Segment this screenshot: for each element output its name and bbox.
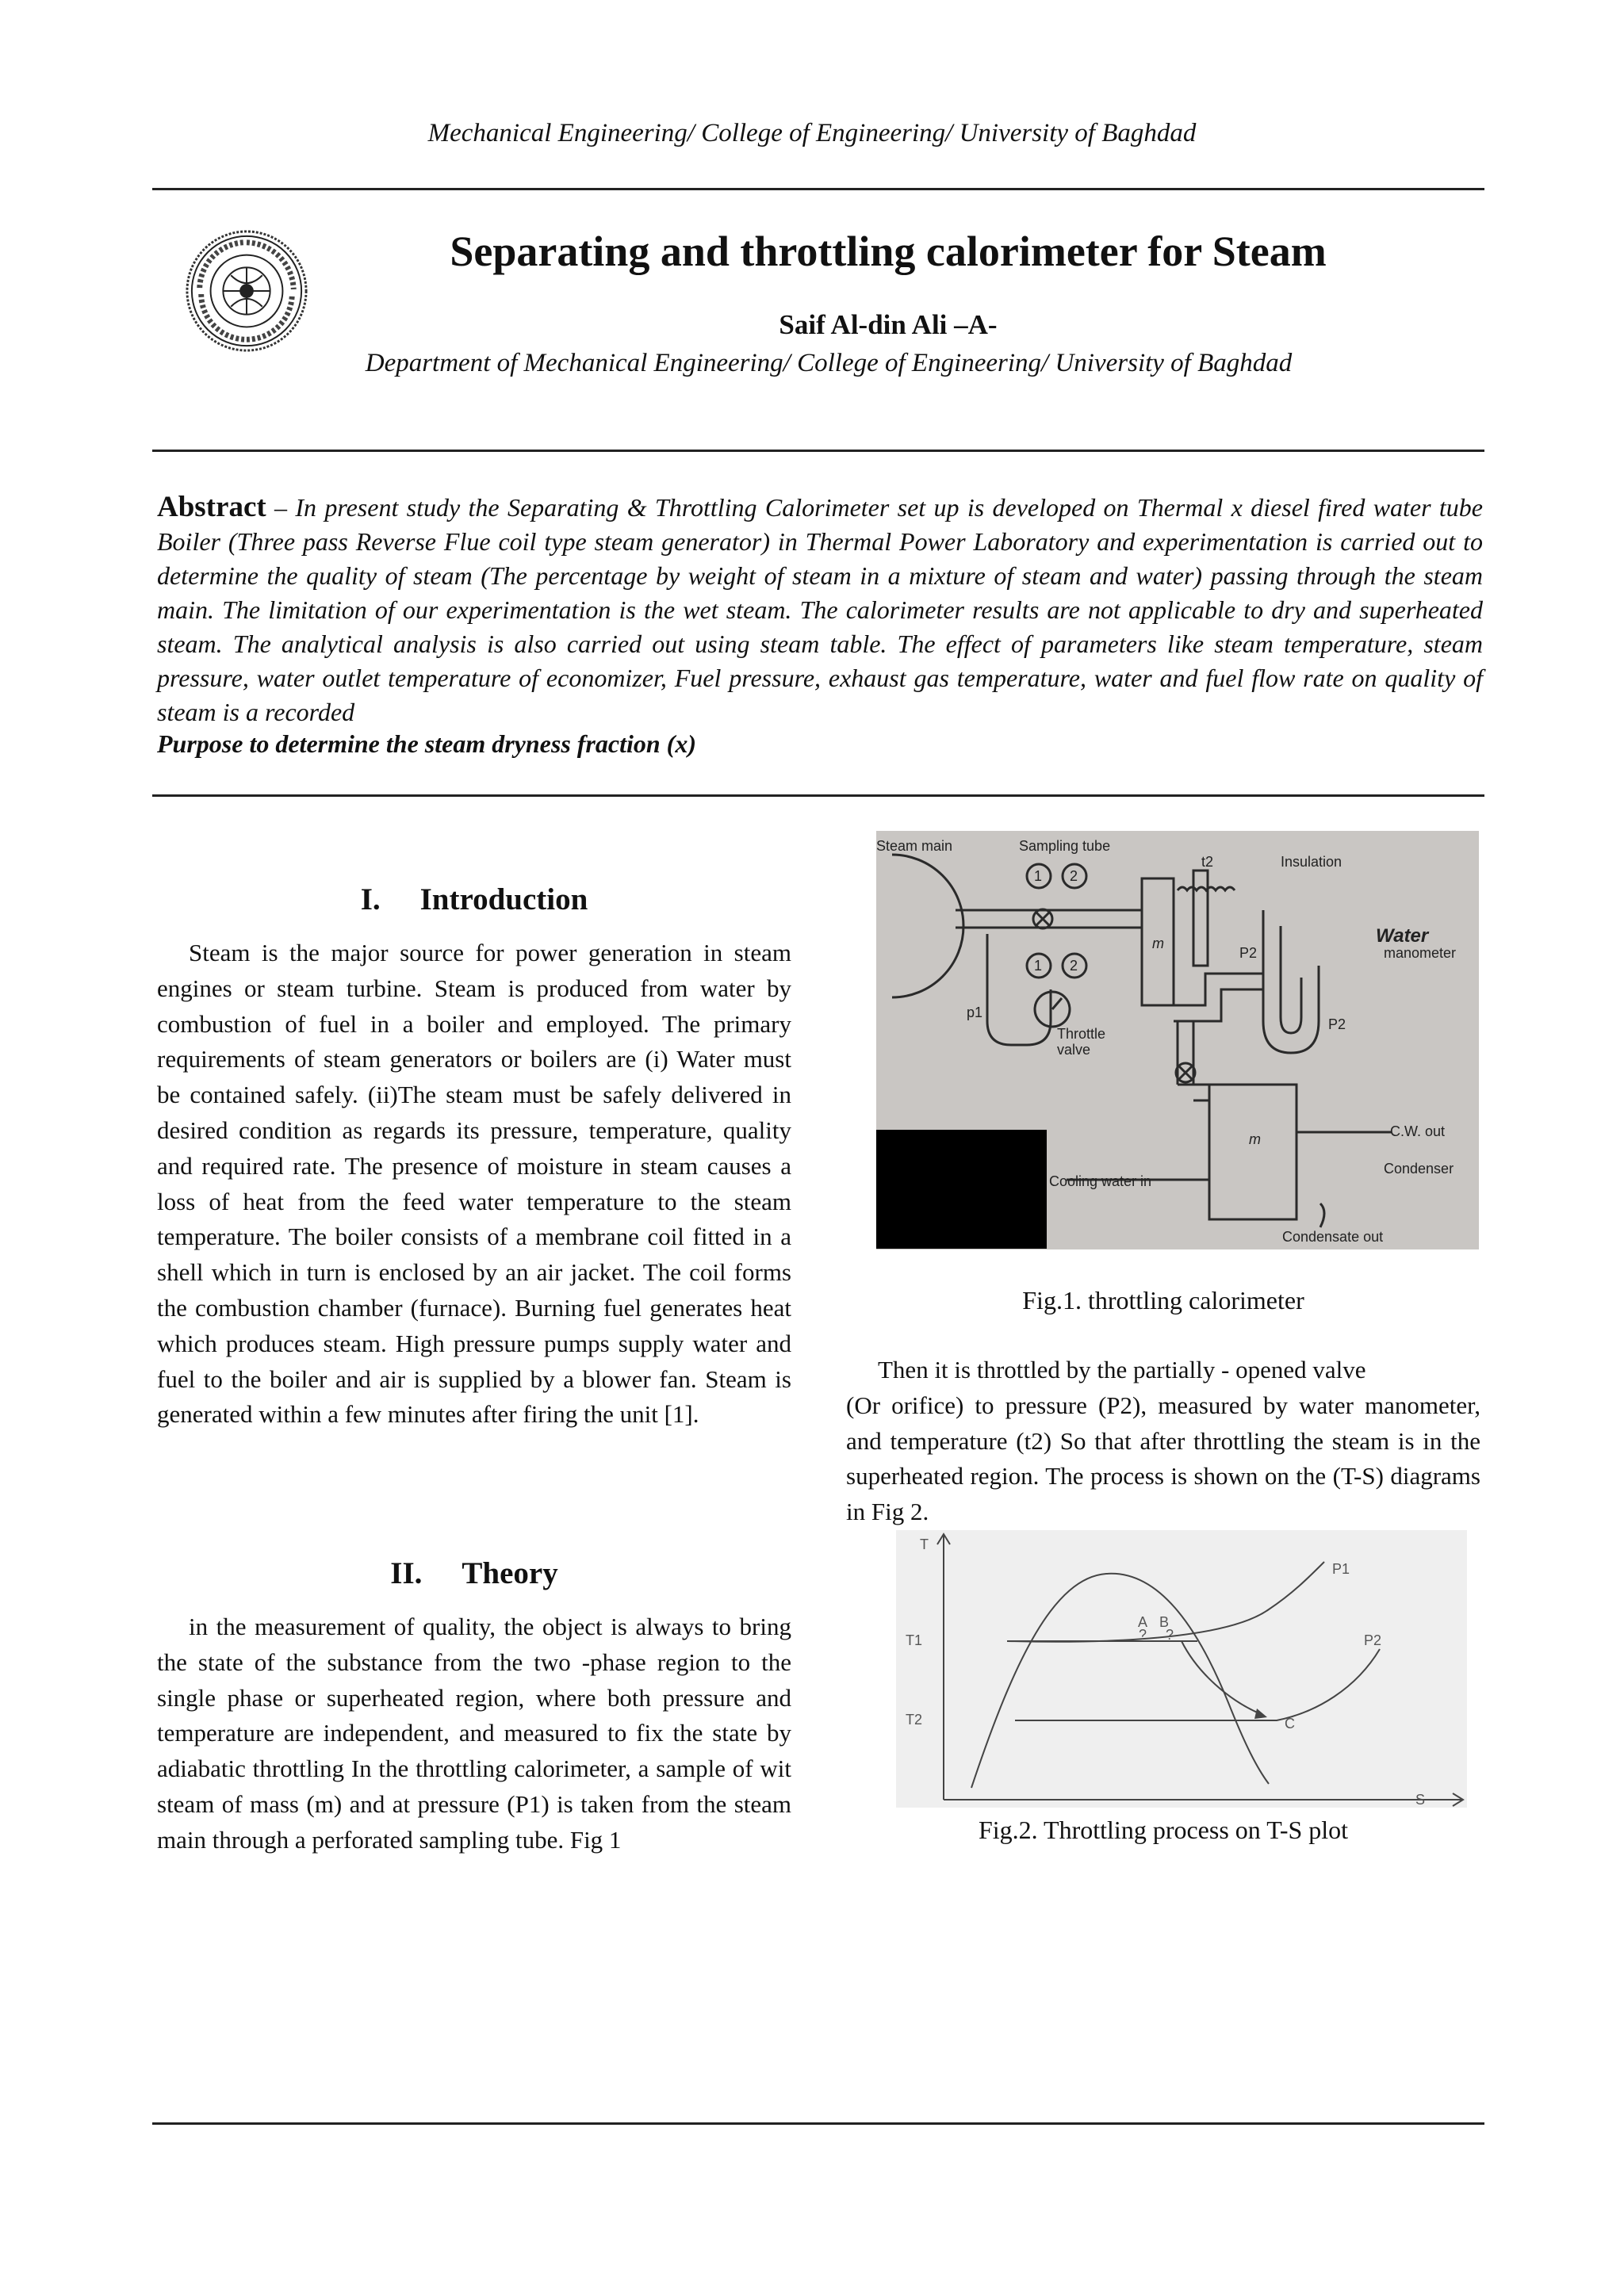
label-cooling-water-in: Cooling water in xyxy=(1049,1173,1152,1189)
theory-paragraph: in the measurement of quality, the object is always to bring the state of the substance from the two -phase region to the single phase or superheated region, where both pressure and temperature are independent, and measured to fix the state by adiabatic throttling In the throttling calorimeter, a sample of wit steam of mass (m) and at pressure (P1) is taken from the steam main through a perforated sampling tube. Fig 1 xyxy=(157,1613,791,1854)
label-manometer: manometer xyxy=(1384,945,1457,961)
figure-1-calorimeter-diagram xyxy=(876,831,1479,1249)
ts-label-t1: T1 xyxy=(906,1632,923,1648)
ts-label-s-axis: S xyxy=(1415,1792,1426,1808)
section-title: Introduction xyxy=(419,882,588,916)
section-heading-theory xyxy=(157,1556,791,1591)
ts-label-q1: ? xyxy=(1139,1627,1147,1643)
figure-1-caption: Fig.1. throttling calorimeter xyxy=(1022,1286,1304,1314)
label-p2-upper: P2 xyxy=(1239,945,1258,961)
ts-label-b: B xyxy=(1159,1614,1170,1630)
throttling-paragraph xyxy=(846,1353,1480,1530)
section-title: Theory xyxy=(462,1556,558,1590)
abstract xyxy=(157,490,1483,729)
ts-label-p2: P2 xyxy=(1364,1632,1382,1648)
figure-2-ts-diagram xyxy=(896,1530,1467,1808)
abstract-rule xyxy=(152,794,1484,797)
label-m-upper: m xyxy=(1152,936,1164,951)
paper-title: Separating and throttling calorimeter for Steam xyxy=(450,228,1327,275)
header-rule xyxy=(152,188,1484,190)
figure-2-caption: Fig.2. Throttling process on T-S plot xyxy=(978,1816,1349,1844)
author-name: Saif Al-din Ali –A- xyxy=(779,309,998,340)
label-p1: p1 xyxy=(967,1004,983,1020)
label-m-lower: m xyxy=(1249,1131,1261,1147)
title-rule xyxy=(152,450,1484,452)
label-t2: t2 xyxy=(1201,854,1214,870)
redacted-block xyxy=(876,1130,1047,1249)
section-number: I. xyxy=(360,882,381,916)
label-insulation: Insulation xyxy=(1281,854,1342,870)
label-steam-main: Steam main xyxy=(876,838,953,854)
section-heading-introduction xyxy=(157,882,791,917)
label-condensate-out: Condensate out xyxy=(1282,1229,1384,1245)
abstract-dash: – xyxy=(266,493,296,522)
ts-label-p1: P1 xyxy=(1332,1561,1350,1577)
ts-label-a: A xyxy=(1138,1614,1148,1630)
label-valve: valve xyxy=(1057,1042,1091,1058)
label-circled-2-lower: 2 xyxy=(1070,958,1078,974)
ts-label-c: C xyxy=(1285,1716,1295,1732)
label-condenser: Condenser xyxy=(1384,1161,1454,1177)
label-cw-out: C.W. out xyxy=(1390,1123,1446,1139)
ts-label-q2: ? xyxy=(1166,1627,1174,1643)
label-circled-1: 1 xyxy=(1034,868,1043,884)
label-circled-2: 2 xyxy=(1070,868,1078,884)
ts-label-t-axis: T xyxy=(920,1536,929,1552)
label-throttle: Throttle xyxy=(1057,1026,1106,1042)
abstract-label: Abstract xyxy=(157,491,266,523)
footer-rule xyxy=(152,2122,1484,2125)
author-affiliation: Department of Mechanical Engineering/ College of Engineering/ University of Baghdad xyxy=(365,349,1293,377)
ts-label-t2: T2 xyxy=(906,1712,923,1728)
label-p2-lower: P2 xyxy=(1328,1016,1346,1032)
section-number: II. xyxy=(390,1556,423,1590)
label-water: Water xyxy=(1376,925,1429,947)
label-sampling-tube: Sampling tube xyxy=(1019,838,1111,854)
running-header: Mechanical Engineering/ College of Engineering/ University of Baghdad xyxy=(427,119,1197,147)
abstract-text: In present study the Separating & Throttling Calorimeter set up is developed on Thermal x diesel fired water tube Boiler (Three pass Reverse Flue coil type steam generator) in Thermal Power Laboratory and experimentation is carried out to determine the quality of steam (The percentage by weight of steam in a mixture of steam and water) passing through the steam main. The limitation of our experimentation is the wet steam. The calorimeter results are not applicable to dry and superheated steam. The analytical analysis is also carried out using steam table. The effect of parameters like steam temperature, steam pressure, water outlet temperature of economizer, Fuel pressure, exhaust gas temperature, water and fuel flow rate on quality of steam is a recorded xyxy=(157,493,1484,726)
label-circled-1-lower: 1 xyxy=(1034,958,1043,974)
throttling-paragraph-first-line: Then it is throttled by the partially - opened valve xyxy=(878,1356,1366,1383)
introduction-paragraph: Steam is the major source for power generation in steam engines or steam turbine. Steam is produced from water by combustion of fuel in a boiler and employed. The primary requirements of steam generators or boilers are (i) Water must be contained safely. (ii)The steam must be safely delivered in desired condition as regards its pressure, temperature, quality and required rate. The presence of moisture in steam causes a loss of heat from the feed water temperature to the steam temperature. The boiler consists of a membrane coil fitted in a shell which in turn is enclosed by an air jacket. The coil forms the combustion chamber (furnace). Burning fuel generates heat which produces steam. High pressure pumps supply water and fuel to the boiler and air is supplied by a blower fan. Steam is generated within a few minutes after firing the unit [1]. xyxy=(157,939,791,1429)
throttling-paragraph-body: (Or orifice) to pressure (P2), measured by water manometer, and temperature (t2) So that after throttling the steam is in the superheated region. The process is shown on the (T-S) diagrams in Fig 2. xyxy=(846,1391,1480,1526)
abstract-purpose: Purpose to determine the steam dryness fraction (x) xyxy=(157,729,696,758)
university-seal-logo xyxy=(184,228,309,354)
